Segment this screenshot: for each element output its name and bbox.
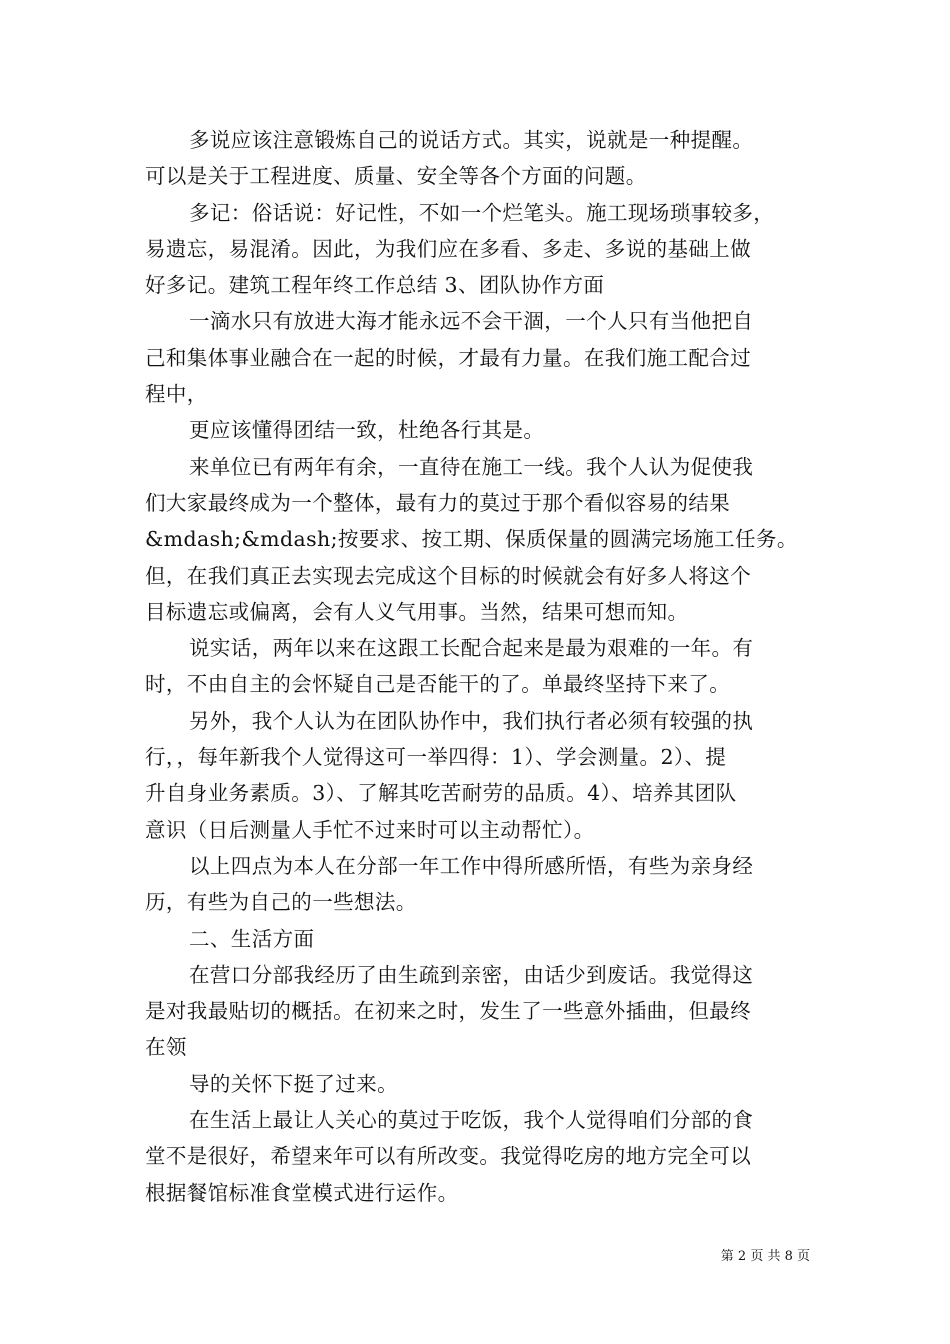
page-number: 第 2 页 共 8 页 (720, 1249, 810, 1264)
text-line: 以上四点为本人在分部一年工作中得所感所悟，有些为亲身经 (189, 853, 754, 878)
text-line: 在领 (145, 1035, 187, 1060)
text-line: 多说应该注意锻炼自己的说话方式。其实，说就是一种提醒。 (189, 128, 754, 152)
text-line: 来单位已有两年有余，一直待在施工一线。我个人认为促使我 (189, 454, 754, 479)
text-line: 时，不由自主的会怀疑自己是否能干的了。单最终坚持下来了。 (145, 672, 731, 697)
text-line: 一滴水只有放进大海才能永远不会干涸，一个人只有当他把自 (189, 309, 754, 334)
text-line: 可以是关于工程进度、质量、安全等各个方面的问题。 (145, 164, 647, 189)
text-line: 们大家最终成为一个整体，最有力的莫过于那个看似容易的结果 (145, 490, 731, 515)
text-line: 易遗忘，易混淆。因此，为我们应在多看、多走、多说的基础上做 (145, 236, 752, 261)
text-line: 多记：俗话说：好记性，不如一个烂笔头。施工现场琐事较多， (189, 200, 775, 225)
text-line: 但，在我们真正去实现去完成这个目标的时候就会有好多人将这个 (145, 563, 752, 588)
text-line: 另外，我个人认为在团队协作中，我们执行者必须有较强的执 (189, 708, 754, 733)
text-line: 己和集体事业融合在一起的时候，才最有力量。在我们施工配合过 (145, 345, 752, 370)
text-line: 目标遗忘或偏离，会有人义气用事。当然，结果可想而知。 (145, 599, 689, 624)
text-line: 在生活上最让人关心的莫过于吃饭，我个人觉得咱们分部的食 (189, 1108, 754, 1133)
text-line: 堂不是很好，希望来年可以有所改变。我觉得吃房的地方完全可以 (145, 1144, 752, 1169)
text-line: 历，有些为自己的一些想法。 (145, 890, 417, 915)
text-line: 好多记。建筑工程年终工作总结 3、团队协作方面 (145, 273, 605, 298)
text-line: 二、生活方面 (189, 926, 315, 951)
text-line: 程中， (145, 382, 208, 407)
text-line: 行，，每年新我个人觉得这可一举四得：1）、学会测量。2）、提 (145, 745, 727, 770)
text-line: 导的关怀下挺了过来。 (189, 1071, 398, 1096)
text-line: 意识（日后测量人手忙不过来时可以主动帮忙）。 (145, 817, 595, 842)
text-line: 在营口分部我经历了由生疏到亲密，由话少到废话。我觉得这 (189, 962, 754, 987)
text-line: &mdash;&mdash;按要求、按工期、保质保量的圆满完场施工任务。 (145, 527, 798, 552)
text-line: 升自身业务素质。3）、了解其吃苦耐劳的品质。4）、培养其团队 (145, 781, 737, 806)
text-line: 是对我最贴切的概括。在初来之时，发生了一些意外插曲，但最终 (145, 999, 752, 1024)
text-line: 更应该懂得团结一致，杜绝各行其是。 (189, 418, 545, 443)
text-line: 根据餐馆标准食堂模式进行运作。 (145, 1180, 459, 1205)
document-body (145, 122, 810, 1211)
text-line: 说实话，两年以来在这跟工长配合起来是最为艰难的一年。有 (189, 636, 754, 661)
